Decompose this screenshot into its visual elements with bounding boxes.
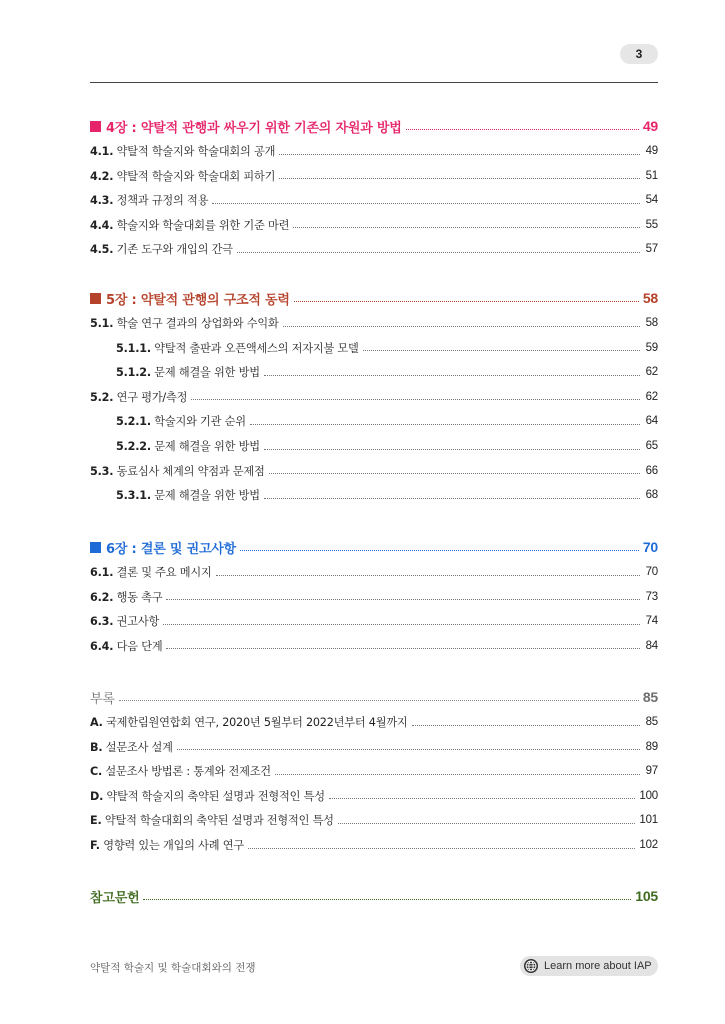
entry-page-number: 101 — [639, 814, 658, 827]
dot-leader — [338, 823, 636, 824]
dot-leader — [212, 203, 640, 204]
dot-leader — [163, 624, 640, 625]
dot-leader — [294, 301, 639, 302]
entry-title: 설문조사 설계 — [105, 740, 173, 754]
entry-title: 행동 촉구 — [116, 590, 163, 604]
chapter-page-number: 70 — [642, 539, 658, 555]
entry-label — [90, 589, 162, 605]
entry-number: C. — [90, 765, 103, 779]
entry-title: 설문조사 방법론 : 통계와 전제조건 — [105, 765, 271, 779]
dot-leader — [216, 575, 640, 576]
toc-section-entry[interactable] — [90, 835, 658, 855]
chapter-title — [106, 117, 402, 136]
entry-number: D. — [90, 789, 104, 803]
entry-label — [90, 143, 275, 159]
entry-page-number: 97 — [645, 765, 658, 778]
entry-number: 5.3.1. — [116, 489, 151, 503]
toc-chapter-heading[interactable] — [90, 686, 658, 708]
entry-page-number: 62 — [645, 390, 658, 403]
toc-section-entry[interactable] — [90, 587, 658, 607]
entry-label — [90, 192, 208, 208]
entry-page-number: 73 — [645, 590, 658, 603]
entry-title: 약탈적 학술지의 축약된 설명과 전형적인 특성 — [106, 789, 325, 803]
entry-title: 정책과 규정의 적용 — [116, 194, 209, 208]
dot-leader — [191, 399, 640, 400]
chapter-page-number: 49 — [642, 118, 658, 134]
entry-page-number: 68 — [645, 489, 658, 502]
toc-section-entry[interactable] — [90, 761, 658, 781]
toc-chapter-heading[interactable] — [90, 885, 658, 907]
learn-more-label: Learn more about IAP — [544, 960, 652, 972]
entry-label — [90, 564, 212, 580]
chapter-page-number: 58 — [642, 290, 658, 306]
entry-page-number: 70 — [645, 566, 658, 578]
toc-section-entry[interactable] — [90, 190, 658, 210]
entry-number: 4.4. — [90, 218, 114, 232]
toc-chapter-heading[interactable] — [90, 115, 658, 137]
entry-label — [90, 241, 233, 257]
entry-number: 6.3. — [90, 615, 114, 629]
entry-title: 연구 평가/측정 — [116, 390, 188, 404]
dot-leader — [279, 154, 640, 155]
chapter-title — [106, 538, 236, 557]
dot-leader — [240, 550, 639, 551]
chapter-title-text: 4장 : 약탈적 관행과 싸우기 위한 기존의 자원과 방법 — [106, 120, 402, 136]
entry-page-number: 85 — [645, 716, 658, 728]
dot-leader — [166, 599, 640, 600]
entry-number: 5.2.1. — [116, 415, 151, 429]
entry-number: E. — [90, 814, 102, 828]
entry-number: 4.2. — [90, 169, 114, 183]
entry-page-number: 65 — [645, 440, 658, 452]
entry-number: F. — [90, 839, 100, 852]
entry-number: 4.5. — [90, 243, 114, 257]
entry-label — [90, 763, 271, 779]
toc-section-entry[interactable] — [90, 712, 658, 732]
dot-leader — [283, 326, 640, 327]
chapter-title-text: 참고문헌 — [90, 890, 140, 906]
entry-page-number: 59 — [645, 341, 658, 354]
entry-label — [90, 217, 289, 233]
toc-section-entry[interactable] — [90, 636, 658, 656]
toc-section-entry[interactable] — [90, 562, 658, 582]
entry-label — [90, 613, 159, 629]
toc-section-entry[interactable] — [90, 461, 658, 481]
entry-label — [116, 438, 260, 454]
toc-subsection-entry[interactable] — [116, 338, 658, 358]
chapter-page-number: 85 — [642, 689, 658, 705]
entry-label — [116, 364, 260, 380]
entry-page-number: 55 — [645, 218, 658, 231]
chapter-title — [90, 688, 115, 707]
entry-page-number: 58 — [645, 317, 658, 329]
entry-page-number: 66 — [645, 464, 658, 477]
entry-number: 5.3. — [90, 464, 114, 478]
dot-leader — [293, 227, 640, 228]
entry-number: 5.1.2. — [116, 366, 151, 380]
entry-page-number: 84 — [645, 639, 658, 652]
entry-number: 5.1. — [90, 317, 114, 330]
chapter-marker-square-icon — [90, 542, 101, 553]
chapter-marker-square-icon — [90, 121, 101, 132]
toc-section-entry[interactable] — [90, 786, 658, 806]
globe-icon — [524, 959, 538, 973]
toc-section-entry[interactable] — [90, 166, 658, 186]
entry-title: 약탈적 출판과 오픈액세스의 저자지불 모델 — [154, 341, 359, 355]
entry-label — [90, 389, 187, 405]
dot-leader — [264, 449, 640, 450]
learn-more-link[interactable] — [520, 956, 658, 976]
dot-leader — [119, 700, 639, 701]
entry-number: 6.4. — [90, 639, 114, 653]
chapter-marker-square-icon — [90, 293, 101, 304]
entry-title: 학술지와 학술대회를 위한 기준 마련 — [116, 218, 290, 232]
entry-page-number: 100 — [639, 789, 658, 802]
entry-title: 국제한림원연합회 연구, 2020년 5월부터 2022년부터 4월까지 — [106, 716, 408, 729]
toc-section-entry[interactable] — [90, 810, 658, 830]
entry-label — [116, 487, 260, 503]
entry-number: 5.2. — [90, 390, 114, 404]
entry-number: B. — [90, 740, 103, 754]
entry-number: 4.3. — [90, 194, 114, 208]
dot-leader — [177, 749, 640, 750]
entry-page-number: 51 — [645, 169, 658, 182]
chapter-page-number: 105 — [635, 888, 658, 904]
entry-title: 다음 단계 — [116, 639, 163, 653]
dot-leader — [329, 798, 636, 799]
toc-subsection-entry[interactable] — [116, 362, 658, 382]
entry-page-number: 89 — [645, 740, 658, 753]
entry-label — [90, 315, 279, 331]
entry-title: 영향력 있는 개입의 사례 연구 — [103, 839, 244, 852]
entry-page-number: 102 — [639, 839, 658, 851]
chapter-title-text: 6장 : 결론 및 권고사항 — [106, 541, 237, 557]
entry-title: 권고사항 — [116, 615, 160, 629]
chapter-title — [106, 289, 290, 308]
entry-label — [90, 638, 162, 654]
toc-chapter-heading[interactable] — [90, 536, 658, 558]
footer-title: 약탈적 학술지 및 학술대회와의 전쟁 — [90, 962, 256, 974]
entry-label — [90, 463, 265, 479]
entry-title: 학술 연구 결과의 상업화와 수익화 — [116, 317, 279, 330]
entry-title: 기존 도구와 개입의 간극 — [116, 243, 233, 257]
toc-section-entry[interactable] — [90, 387, 658, 407]
chapter-title — [90, 887, 139, 906]
entry-number: 5.1.1. — [116, 341, 151, 355]
entry-title: 결론 및 주요 메시지 — [116, 566, 212, 579]
entry-label — [90, 739, 173, 755]
entry-label — [90, 788, 325, 804]
dot-leader — [275, 774, 640, 775]
dot-leader — [279, 178, 640, 179]
entry-label — [90, 812, 334, 828]
page-number-badge: 3 — [620, 44, 658, 64]
toc-subsection-entry[interactable] — [116, 485, 658, 505]
entry-number: 6.1. — [90, 566, 114, 579]
dot-leader — [363, 350, 640, 351]
toc-chapter-heading[interactable] — [90, 287, 658, 309]
dot-leader — [269, 473, 640, 474]
entry-number: 4.1. — [90, 145, 114, 158]
toc-section-entry[interactable] — [90, 611, 658, 631]
toc-section-entry[interactable] — [90, 141, 658, 161]
entry-page-number: 74 — [645, 615, 658, 628]
chapter-title-text: 5장 : 약탈적 관행의 구조적 동력 — [106, 292, 290, 308]
entry-page-number: 62 — [645, 366, 658, 379]
entry-title: 문제 해결을 위한 방법 — [154, 440, 260, 453]
entry-page-number: 64 — [645, 415, 658, 428]
dot-leader — [264, 375, 640, 376]
header-divider — [90, 82, 658, 83]
toc-subsection-entry[interactable] — [116, 411, 658, 431]
entry-title: 문제 해결을 위한 방법 — [154, 366, 260, 380]
dot-leader — [248, 848, 635, 849]
entry-title: 문제 해결을 위한 방법 — [154, 489, 260, 503]
toc-subsection-entry[interactable] — [116, 436, 658, 456]
toc-section-entry[interactable] — [90, 737, 658, 757]
entry-page-number: 57 — [645, 243, 658, 256]
toc-section-entry[interactable] — [90, 215, 658, 235]
entry-label — [116, 413, 246, 429]
entry-title: 동료심사 체계의 약점과 문제점 — [116, 464, 265, 478]
entry-number: 6.2. — [90, 590, 114, 604]
dot-leader — [412, 725, 640, 726]
toc-section-entry[interactable] — [90, 239, 658, 259]
entry-number: 5.2.2. — [116, 440, 151, 453]
entry-label — [90, 837, 244, 853]
entry-page-number: 49 — [645, 145, 658, 157]
entry-title: 약탈적 학술지와 학술대회 피하기 — [116, 169, 276, 183]
dot-leader — [264, 498, 640, 499]
dot-leader — [250, 424, 640, 425]
dot-leader — [166, 648, 640, 649]
entry-label — [90, 168, 275, 184]
entry-title: 약탈적 학술대회의 축약된 설명과 전형적인 특성 — [104, 814, 334, 828]
dot-leader — [143, 899, 631, 900]
toc-section-entry[interactable] — [90, 313, 658, 333]
chapter-title-text: 부록 — [90, 691, 115, 707]
entry-title: 약탈적 학술지와 학술대회의 공개 — [116, 145, 276, 158]
entry-label — [116, 340, 359, 356]
entry-number: A. — [90, 716, 103, 729]
entry-title: 학술지와 기관 순위 — [154, 415, 246, 429]
dot-leader — [406, 129, 639, 130]
entry-label — [90, 714, 408, 730]
entry-page-number: 54 — [645, 194, 658, 207]
dot-leader — [237, 252, 640, 253]
